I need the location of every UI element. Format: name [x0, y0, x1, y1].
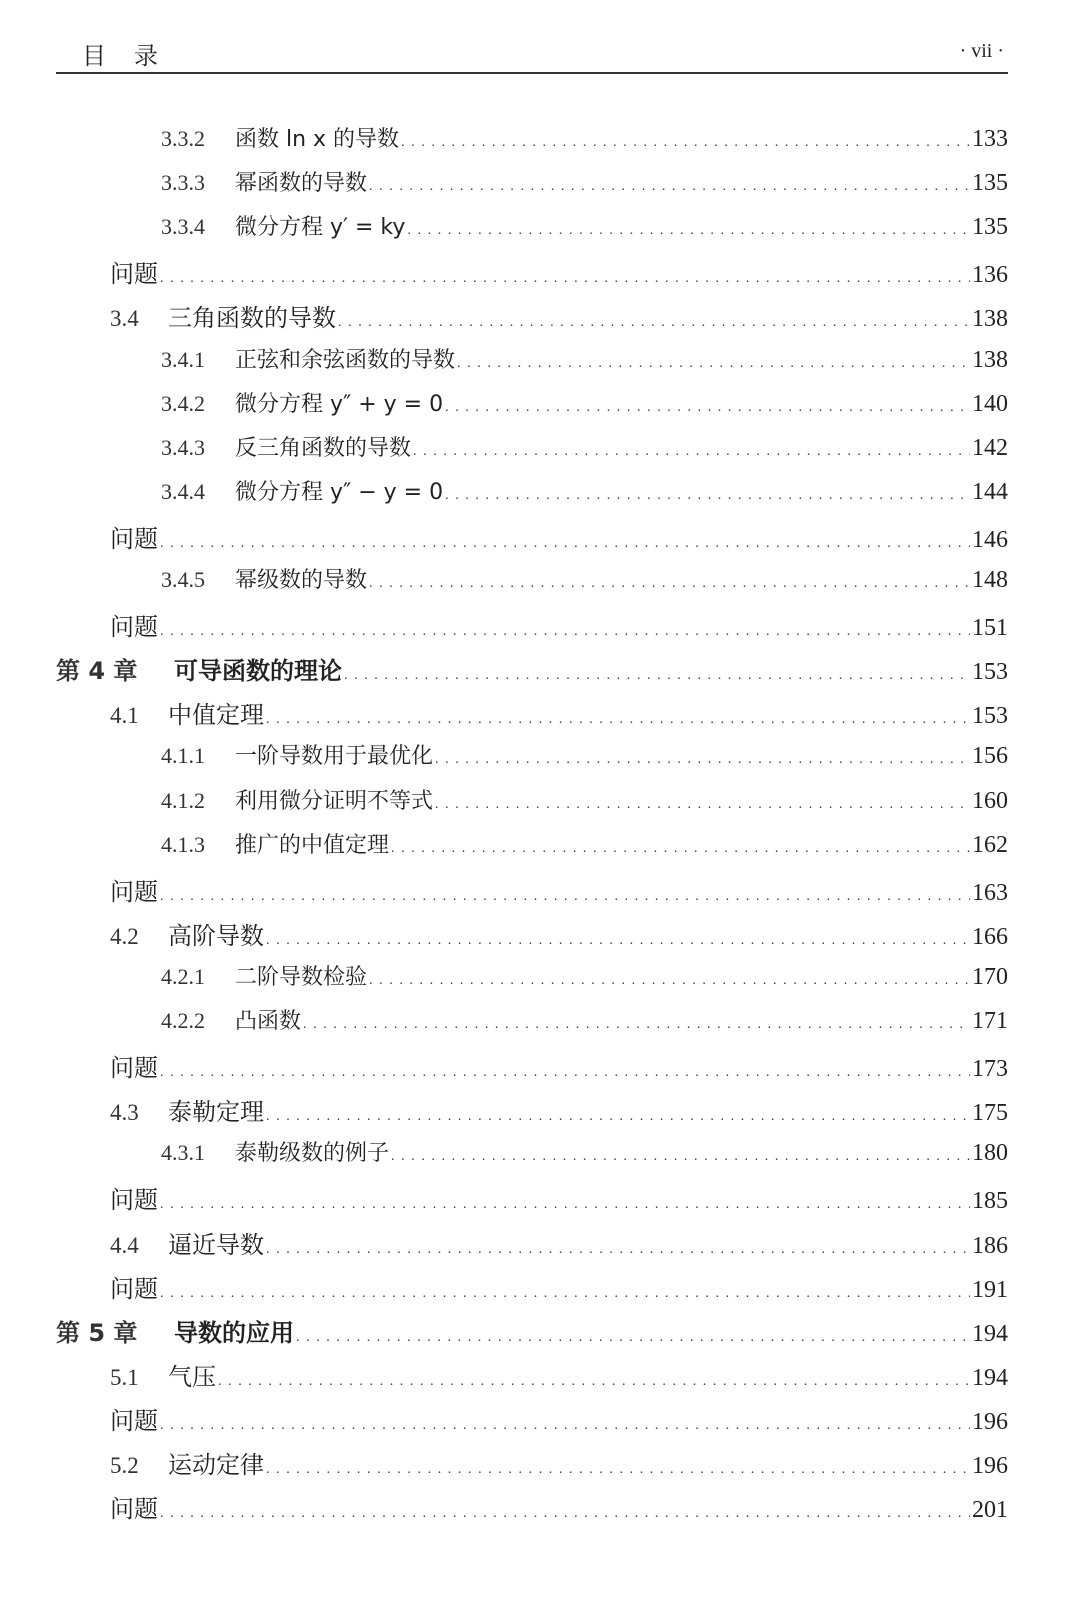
toc-entry-page: 175 — [972, 1100, 1008, 1127]
toc-entry — [110, 1092, 1008, 1132]
toc-entry-page: 186 — [972, 1232, 1008, 1259]
toc-entry — [161, 122, 1008, 162]
toc-entry-number: 3.4.2 — [161, 390, 205, 416]
toc-entry-title: 推广的中值定理 — [235, 832, 390, 858]
toc-entry-number: 3.4.5 — [161, 567, 205, 592]
dot-leader — [160, 1065, 970, 1081]
toc-entry — [110, 519, 1008, 559]
toc-entry-number: 4.2.2 — [161, 1008, 205, 1033]
toc-entry-page: 151 — [972, 615, 1008, 642]
toc-entry-title: 问题 — [110, 877, 158, 906]
toc-entry-number: 3.4.3 — [161, 434, 205, 460]
toc-entry-title: 泰勒级数的例子 — [235, 1141, 390, 1167]
toc-entry-title: 泰勒定理 — [168, 1098, 264, 1127]
toc-entry — [110, 872, 1008, 912]
toc-entry-number: 3.3.2 — [161, 126, 205, 151]
toc-entry-page: 173 — [972, 1056, 1008, 1083]
page-title: 目录 — [82, 42, 186, 70]
toc-entry-page: 163 — [972, 879, 1008, 906]
toc-entry-number: 5.2 — [110, 1453, 139, 1478]
toc-entry-number: 4.2.1 — [161, 963, 205, 989]
toc-entry-page: 138 — [972, 306, 1008, 333]
dot-leader — [160, 889, 970, 905]
toc-entry-number: 4.1.3 — [161, 831, 205, 857]
dot-leader — [413, 444, 970, 460]
toc-entry — [161, 343, 1008, 383]
toc-entry-title: 可导函数的理论 — [174, 657, 342, 686]
dot-leader — [407, 223, 970, 239]
toc-entry-title: 一阶导数用于最优化 — [235, 744, 434, 770]
toc-entry — [110, 254, 1008, 294]
dot-leader — [338, 315, 970, 331]
toc-entry-title: 问题 — [110, 1406, 158, 1435]
dot-leader — [266, 1242, 970, 1258]
dot-leader — [160, 536, 970, 552]
toc-entry-number: 4.3.1 — [161, 1140, 205, 1166]
dot-leader — [369, 576, 970, 592]
toc-entry-page: 142 — [972, 434, 1008, 461]
dot-leader — [160, 1506, 970, 1522]
toc-entry-title: 幂级数的导数 — [235, 568, 368, 593]
toc-entry-title: 微分方程 y″ − y = 0 — [235, 479, 444, 505]
toc-entry-title: 微分方程 y″ + y = 0 — [235, 391, 444, 417]
toc-entry-number: 第 4 章 — [56, 657, 138, 686]
dot-leader — [369, 179, 970, 195]
toc-entry-page: 196 — [972, 1453, 1008, 1479]
toc-entry — [56, 651, 1008, 691]
toc-entry — [161, 431, 1008, 471]
toc-entry — [110, 695, 1008, 735]
toc-entry-title: 二阶导数检验 — [235, 964, 368, 990]
dot-leader — [391, 1149, 970, 1165]
toc-entry — [110, 1401, 1008, 1441]
toc-entry-title: 逼近导数 — [168, 1230, 264, 1259]
toc-entry-title: 反三角函数的导数 — [235, 435, 412, 461]
dot-leader — [160, 1418, 970, 1434]
toc-entry — [110, 1357, 1008, 1397]
toc-entry-number: 4.1 — [110, 703, 139, 729]
toc-entry-title: 正弦和余弦函数的导数 — [235, 347, 456, 373]
toc-entry-title: 函数 ln x 的导数 — [235, 127, 400, 152]
toc-entry-title: 运动定律 — [168, 1451, 264, 1479]
toc-entry-page: 162 — [972, 831, 1008, 858]
toc-entry — [110, 916, 1008, 956]
header-rule — [56, 72, 1008, 74]
toc-entry-page: 160 — [972, 787, 1008, 814]
toc-entry — [161, 166, 1008, 206]
toc-entry-page: 136 — [972, 262, 1008, 289]
toc-entry-title: 凸函数 — [235, 1009, 302, 1034]
toc-entry — [161, 210, 1008, 250]
toc-entry — [110, 607, 1008, 647]
dot-leader — [266, 933, 970, 949]
toc-entry-number: 4.1.2 — [161, 787, 205, 813]
toc-entry — [56, 1313, 1008, 1353]
toc-entry — [161, 387, 1008, 427]
toc-entry — [161, 1004, 1008, 1044]
dot-leader — [160, 1286, 970, 1302]
dot-leader — [266, 1109, 970, 1125]
toc-entry — [110, 1180, 1008, 1220]
toc-entry-number: 5.1 — [110, 1364, 139, 1390]
toc-entry-number: 4.4 — [110, 1232, 139, 1258]
toc-entry-page: 171 — [972, 1008, 1008, 1034]
dot-leader — [344, 668, 970, 684]
dot-leader — [266, 1462, 970, 1478]
dot-leader — [160, 1197, 970, 1213]
toc-entry-title: 三角函数的导数 — [168, 304, 336, 333]
toc-entry-number: 4.2 — [110, 923, 139, 949]
toc-entry-page: 135 — [972, 214, 1008, 241]
dot-leader — [369, 973, 970, 989]
toc-entry-page: 138 — [972, 346, 1008, 373]
toc-entry-page: 191 — [972, 1276, 1008, 1303]
toc-entry — [161, 828, 1008, 868]
toc-entry-number: 3.4.4 — [161, 478, 205, 504]
toc-entry-page: 194 — [972, 1320, 1008, 1347]
dot-leader — [401, 135, 970, 151]
toc-entry — [110, 298, 1008, 338]
toc-entry-page: 144 — [972, 478, 1008, 505]
toc-entry — [161, 960, 1008, 1000]
toc-entry-page: 146 — [972, 526, 1008, 553]
dot-leader — [218, 1374, 970, 1390]
toc-entry-page: 135 — [972, 170, 1008, 197]
toc-entry — [110, 1048, 1008, 1088]
toc-entry-title: 问题 — [110, 1186, 158, 1215]
toc-entry-page: 201 — [972, 1497, 1008, 1524]
toc-entry-title: 气压 — [168, 1362, 216, 1391]
toc-entry-page: 170 — [972, 963, 1008, 990]
toc-entry-page: 166 — [972, 923, 1008, 950]
toc-entry-title: 问题 — [110, 524, 158, 553]
dot-leader — [457, 356, 970, 372]
toc-entry-page: 133 — [972, 126, 1008, 152]
toc-entry-page: 148 — [972, 567, 1008, 593]
toc-entry-page: 185 — [972, 1188, 1008, 1215]
toc-entry-number: 3.3.3 — [161, 170, 205, 196]
toc-entry — [110, 1445, 1008, 1485]
dot-leader — [296, 1330, 970, 1346]
toc-entry-title: 问题 — [110, 613, 158, 642]
dot-leader — [435, 797, 970, 813]
toc-entry — [161, 739, 1008, 779]
toc-entry-title: 问题 — [110, 1274, 158, 1303]
toc-entry — [110, 1269, 1008, 1309]
dot-leader — [445, 488, 970, 504]
toc-entry-title: 幂函数的导数 — [235, 171, 368, 197]
dot-leader — [160, 624, 970, 640]
toc-entry-title: 中值定理 — [168, 701, 264, 730]
running-header — [56, 30, 1008, 74]
toc-entry-title: 问题 — [110, 260, 158, 289]
toc-entry-title: 高阶导数 — [168, 921, 264, 950]
dot-leader — [435, 752, 970, 768]
toc-entry — [110, 1225, 1008, 1265]
toc-entry-title: 问题 — [110, 1495, 158, 1524]
toc-entry-title: 微分方程 y′ = ky — [235, 215, 406, 241]
toc-entry-number: 3.4 — [110, 306, 139, 332]
dot-leader — [266, 712, 970, 728]
dot-leader — [391, 841, 970, 857]
toc-entry-page: 196 — [972, 1408, 1008, 1435]
toc-entry — [110, 1489, 1008, 1529]
toc-entry-page: 153 — [972, 703, 1008, 730]
dot-leader — [445, 400, 970, 416]
toc-entry-page: 156 — [972, 743, 1008, 770]
toc-entry-page: 194 — [972, 1364, 1008, 1391]
toc-entry-number: 3.4.1 — [161, 346, 205, 372]
toc-entry-number: 4.3 — [110, 1100, 139, 1126]
page-number: · vii · — [959, 40, 1004, 62]
toc-entry-number: 第 5 章 — [56, 1318, 138, 1347]
toc-entry — [161, 1136, 1008, 1176]
toc-entry — [161, 475, 1008, 515]
toc-entry-page: 153 — [972, 659, 1008, 686]
dot-leader — [303, 1017, 970, 1033]
toc-entry — [161, 784, 1008, 824]
dot-leader — [160, 271, 970, 287]
toc-entry-page: 140 — [972, 390, 1008, 417]
toc-entry-page: 180 — [972, 1140, 1008, 1167]
toc-entry-title: 导数的应用 — [174, 1318, 294, 1347]
toc-entry — [161, 563, 1008, 603]
toc-entry-number: 3.3.4 — [161, 214, 205, 240]
toc-entry-title: 问题 — [110, 1054, 158, 1083]
toc-entry-title: 利用微分证明不等式 — [235, 788, 434, 814]
toc-entry-number: 4.1.1 — [161, 743, 205, 769]
